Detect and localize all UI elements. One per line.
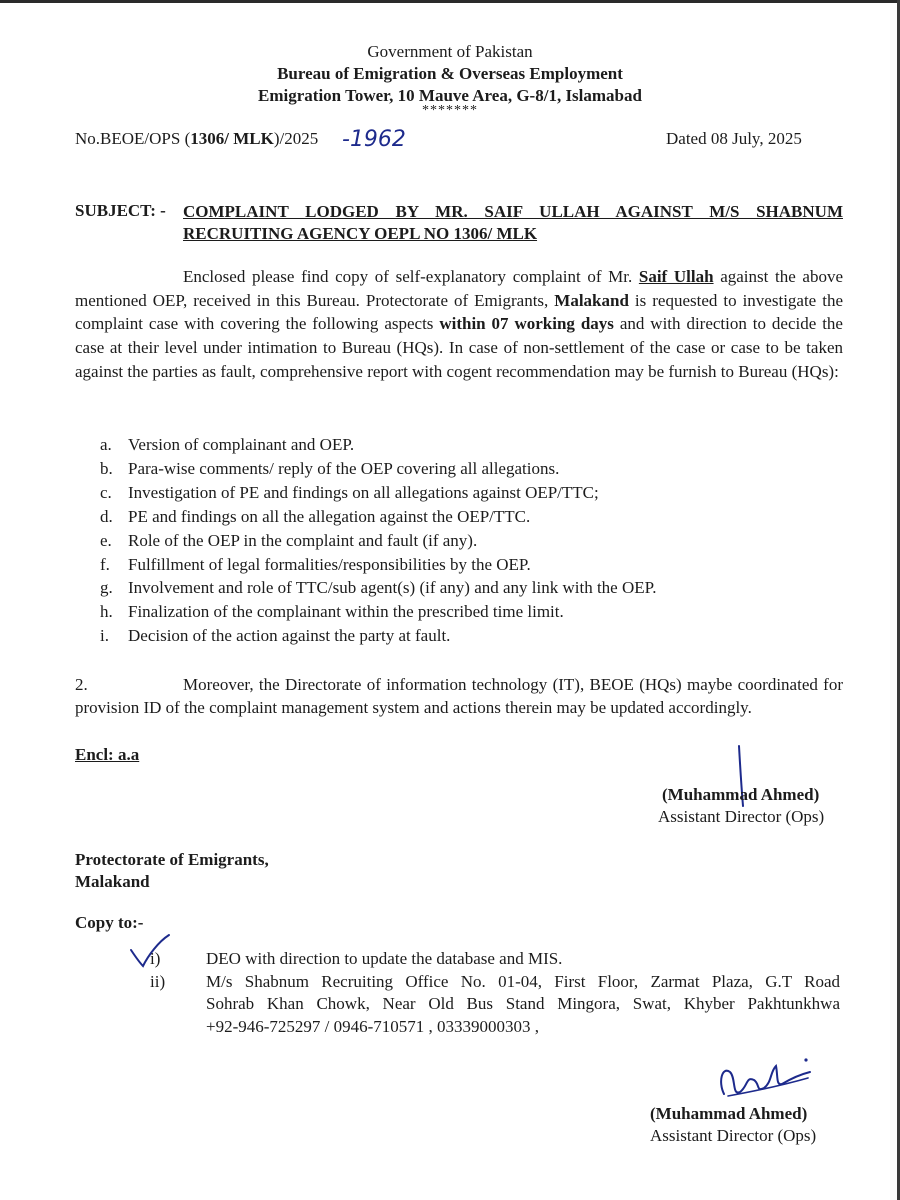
header-stars: ******* xyxy=(422,103,478,118)
enclosure-note: Encl: a.a xyxy=(75,745,140,764)
header-address: Emigration Tower, 10 Mauve Area, G-8/1, Islamabad xyxy=(258,86,642,105)
signatory-title-2: Assistant Director (Ops) xyxy=(650,1126,817,1145)
body-paragraph-2: 2. Moreover, the Directorate of information technology (IT), BEOE (HQs) maybe coordinated for provision ID of the complaint management system and actions therein may be updated accordingly. xyxy=(75,675,843,717)
subject-text: COMPLAINT LODGED BY MR. SAIF ULLAH AGAINST M/S SHABNUM RECRUITING AGENCY OEPL NO 1306/ MLK xyxy=(183,202,843,243)
list-item: c. Investigation of PE and findings on all allegations against OEP/TTC; xyxy=(100,482,599,502)
svg-text:-1962: -1962 xyxy=(342,127,406,152)
subject-label: SUBJECT: - xyxy=(75,201,166,220)
list-item: d. PE and findings on all the allegation against the OEP/TTC. xyxy=(100,506,531,526)
signatory-title-1: Assistant Director (Ops) xyxy=(658,807,825,826)
copy-to-list xyxy=(150,948,840,1038)
list-item: i. Decision of the action against the party at fault. xyxy=(100,626,451,646)
scan-edge-top xyxy=(0,0,900,3)
copy-to-label: Copy to:- xyxy=(75,913,144,932)
recipient-line-2: Malakand xyxy=(75,872,150,891)
list-item: i) DEO with direction to update the database and MIS. xyxy=(150,949,563,968)
signatory-name-1: (Muhammad Ahmed) xyxy=(662,785,820,804)
handwritten-dispatch-number xyxy=(340,122,420,154)
signatory-name-2: (Muhammad Ahmed) xyxy=(650,1104,808,1123)
list-item: h. Finalization of the complainant within the prescribed time limit. xyxy=(100,602,564,622)
list-item: a. Version of complainant and OEP. xyxy=(100,435,355,454)
aspects-list xyxy=(100,433,820,648)
list-item: ii) M/s Shabnum Recruiting Office No. 01-04, First Floor, Zarmat Plaza, G.T Road Sohrab Khan Chowk, Near Old Bus Stand Mingora, Swat, Khyber Pakhtunkhwa +92-946-725297 / 0946-710571 , 03339000303 , xyxy=(150,971,840,1036)
header-bureau: Bureau of Emigration & Overseas Employment xyxy=(277,64,623,83)
body-paragraph-1: Enclosed please find copy of self-explanatory complaint of Mr. Saif Ullah against the above mentioned OEP, received in this Bureau. Protectorate of Emigrants, Malakand is requested to investigate the complaint case with covering the following aspects within 07 working days and with direction to decide the case at their level under intimation to Bureau (HQs). In case of non-settlement of the case or case to be taken against the parties as fault, comprehensive report with cogent recommendation may be furnish to Bureau (HQs): xyxy=(75,267,843,381)
list-item: e. Role of the OEP in the complaint and fault (if any). xyxy=(100,530,478,550)
list-item: b. Para-wise comments/ reply of the OEP covering all allegations. xyxy=(100,458,560,478)
recipient-line-1: Protectorate of Emigrants, xyxy=(75,850,269,869)
letter-date: Dated 08 July, 2025 xyxy=(666,129,802,148)
reference-number: No.BEOE/OPS (1306/ MLK)/2025 xyxy=(75,129,319,148)
list-item: g. Involvement and role of TTC/sub agent(s) (if any) and any link with the OEP. xyxy=(100,578,657,598)
header-government: Government of Pakistan xyxy=(367,42,533,61)
list-item: f. Fulfillment of legal formalities/responsibilities by the OEP. xyxy=(100,554,531,574)
